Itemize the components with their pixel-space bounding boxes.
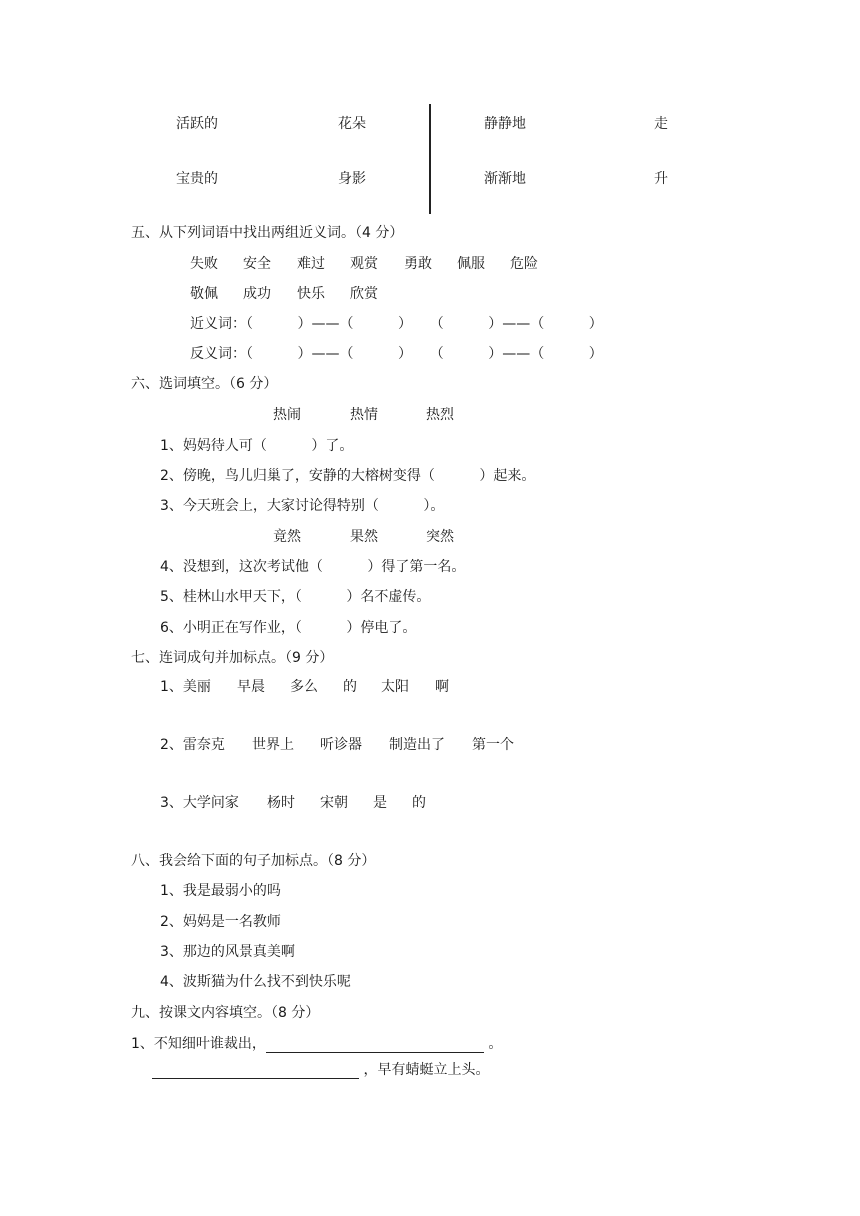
word: 杨时 (267, 795, 295, 811)
synonym-line: 近义词：（ ）——（ ） （ ）——（ ） (190, 316, 603, 332)
section-8-q1: 1、我是最弱小的吗 (160, 883, 281, 899)
word: 难过 (297, 256, 325, 272)
section-8-q2: 2、妈妈是一名教师 (160, 914, 281, 930)
word: 早晨 (237, 679, 265, 695)
word: 热情 (350, 407, 378, 423)
section-6-q1: 1、妈妈待人可（ ）了。 (160, 438, 354, 454)
word: 危险 (510, 256, 538, 272)
word: 1、美丽 (160, 679, 211, 695)
word: 多么 (290, 679, 318, 695)
word: 听诊器 (320, 737, 362, 753)
word: 佩服 (457, 256, 485, 272)
section-7-title: 七、连词成句并加标点。（9 分） (131, 650, 334, 666)
word: 欣赏 (350, 286, 378, 302)
poem-line-1 (131, 1035, 502, 1053)
match-left-d: 渐渐地 (484, 171, 526, 187)
section-6-title: 六、选词填空。（6 分） (131, 376, 278, 392)
word: 的 (343, 679, 357, 695)
answer-blank-1[interactable] (266, 1038, 484, 1053)
word: 果然 (350, 529, 378, 545)
answer-blank-2[interactable] (152, 1064, 359, 1079)
section-6-q5: 5、桂林山水甲天下，（ ）名不虚传。 (160, 589, 431, 605)
word: 竟然 (273, 529, 301, 545)
word: 快乐 (297, 286, 325, 302)
word: 观赏 (350, 256, 378, 272)
poem-line-2 (152, 1061, 489, 1079)
section-8-title: 八、我会给下面的句子加标点。（8 分） (131, 853, 376, 869)
antonym-line: 反义词：（ ）——（ ） （ ）——（ ） (190, 346, 603, 362)
match-left-c: 静静地 (484, 116, 526, 132)
word: 第一个 (472, 737, 514, 753)
match-right-c: 走 (654, 116, 668, 132)
word: 热烈 (426, 407, 454, 423)
match-right-d: 升 (654, 171, 668, 187)
poem-line-1-suffix: 。 (483, 1036, 503, 1052)
word: 的 (412, 795, 426, 811)
word: 太阳 (381, 679, 409, 695)
section-6-q4: 4、没想到，这次考试他（ ）得了第一名。 (160, 559, 466, 575)
word: 成功 (243, 286, 271, 302)
section-9-title: 九、按课文内容填空。（8 分） (131, 1005, 320, 1021)
word: 热闹 (273, 407, 301, 423)
column-divider (429, 104, 431, 214)
section-6-q6: 6、小明正在写作业，（ ）停电了。 (160, 620, 417, 636)
word: 啊 (435, 679, 449, 695)
section-8-q4: 4、波斯猫为什么找不到快乐呢 (160, 974, 351, 990)
word: 是 (373, 795, 387, 811)
word: 2、雷奈克 (160, 737, 225, 753)
word: 勇敢 (404, 256, 432, 272)
match-right-a: 花朵 (338, 116, 366, 132)
word: 安全 (243, 256, 271, 272)
word: 失败 (190, 256, 218, 272)
word: 突然 (426, 529, 454, 545)
poem-line-2-suffix: ，早有蜻蜓立上头。 (359, 1062, 490, 1078)
section-6-q3: 3、今天班会上，大家讨论得特别（ ）。 (160, 498, 445, 514)
match-right-b: 身影 (338, 171, 366, 187)
section-5-title: 五、从下列词语中找出两组近义词。（4 分） (131, 225, 404, 241)
word: 制造出了 (389, 737, 445, 753)
match-left-b: 宝贵的 (176, 171, 218, 187)
poem-line-1-prefix: 1、不知细叶谁裁出， (131, 1036, 266, 1052)
section-8-q3: 3、那边的风景真美啊 (160, 944, 295, 960)
word: 3、大学问家 (160, 795, 239, 811)
word: 宋朝 (320, 795, 348, 811)
match-left-a: 活跃的 (176, 116, 218, 132)
word: 世界上 (252, 737, 294, 753)
section-6-q2: 2、傍晚，鸟儿归巢了，安静的大榕树变得（ ）起来。 (160, 468, 536, 484)
word: 敬佩 (190, 286, 218, 302)
